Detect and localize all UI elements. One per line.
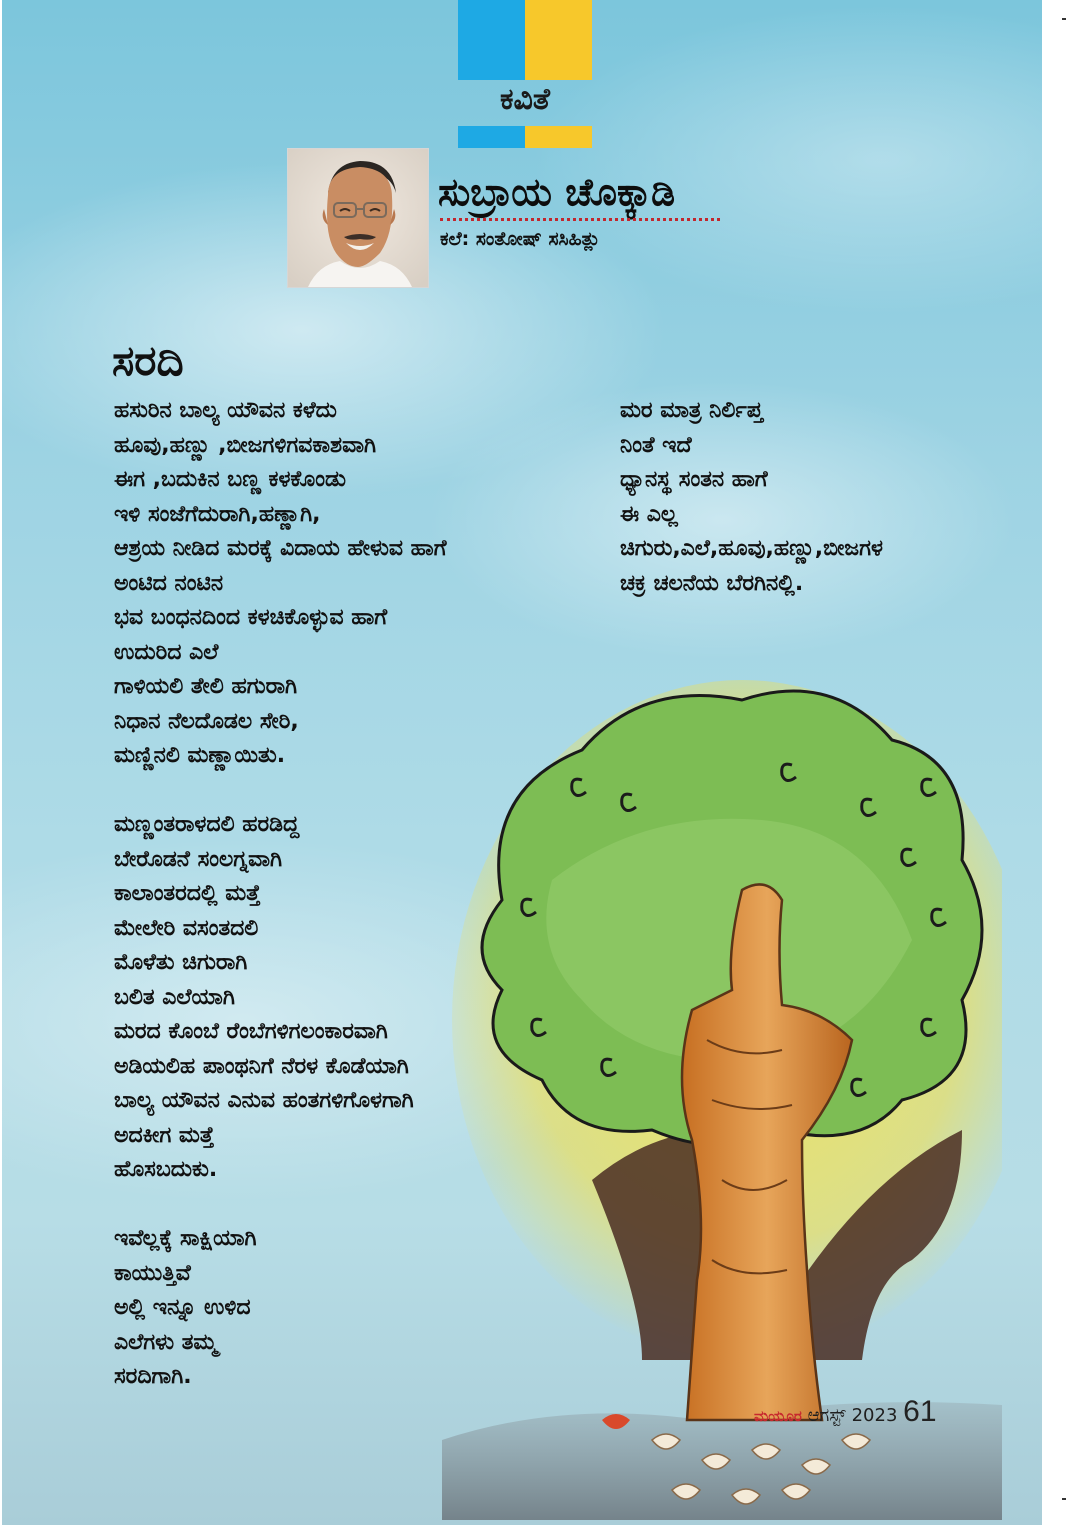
poem-line: ಅದಕೀಗ ಮತ್ತೆ	[114, 1122, 215, 1148]
page-footer	[754, 1395, 937, 1429]
poem-line: ಧ್ಯಾನಸ್ಥ ಸಂತನ ಹಾಗೆ	[620, 467, 768, 492]
blue-color-bar	[458, 126, 525, 148]
crop-mark	[1062, 18, 1066, 20]
yellow-color-bar	[525, 126, 592, 148]
poem-line: ಈಗ ,ಬದುಕಿನ ಬಣ್ಣ ಕಳಕೊಂಡು	[114, 467, 346, 492]
poem-line: ಮರದ ಕೊಂಬೆ ರೆಂಬೆಗಳಿಗಲಂಕಾರವಾಗಿ	[114, 1019, 388, 1044]
poem-line: ಆಶ್ರಯ ನೀಡಿದ ಮರಕ್ಕೆ ವಿದಾಯ ಹೇಳುವ ಹಾಗೆ	[114, 536, 447, 561]
yellow-color-block	[525, 0, 592, 80]
poem-line: ಹೂವು,ಹಣ್ಣು ,ಬೀಜಗಳಿಗವಕಾಶವಾಗಿ	[114, 432, 376, 458]
issue-date: ಆಗಸ್ಟ್ 2023	[807, 1405, 898, 1426]
poem-line: ಭವ ಬಂಧನದಿಂದ ಕಳಚಿಕೊಳ್ಳುವ ಹಾಗೆ	[114, 605, 388, 630]
poem-line: ಹಸುರಿನ ಬಾಲ್ಯ ಯೌವನ ಕಳೆದು	[114, 398, 337, 423]
poem-right-column	[620, 394, 883, 601]
poem-line: ಅಡಿಯಲಿಹ ಪಾಂಥನಿಗೆ ನೆರಳ ಕೊಡೆಯಾಗಿ	[114, 1053, 409, 1079]
magazine-name: ಮಯೂರ	[754, 1407, 802, 1425]
illustration-credit: ಕಲೆ: ಸಂತೋಷ್ ಸಸಿಹಿತ್ಲು	[440, 228, 601, 250]
section-header	[458, 0, 592, 150]
poem-line: ಗಾಳಿಯಲಿ ತೇಲಿ ಹಗುರಾಗಿ	[114, 674, 298, 699]
poem-line: ಬಲಿತ ಎಲೆಯಾಗಿ	[114, 984, 235, 1010]
tree-illustration	[442, 660, 1002, 1520]
author-portrait	[287, 148, 429, 288]
dotted-underline	[440, 218, 720, 221]
poem-title: ಸರದಿ	[112, 336, 184, 385]
poem-line: ಬಾಲ್ಯ ಯೌವನ ಎನುವ ಹಂತಗಳಿಗೊಳಗಾಗಿ	[114, 1088, 414, 1113]
author-name: ಸುಬ್ರಾಯ ಚೊಕ್ಕಾಡಿ	[438, 170, 676, 214]
poem-line: ಮರ ಮಾತ್ರ ನಿರ್ಲಿಪ್ತ	[620, 398, 763, 423]
poem-line: ನಿಂತೆ ಇದೆ	[620, 432, 692, 458]
poem-line: ಈ ಎಲ್ಲ	[620, 501, 678, 527]
poem-line: ಮಣ್ಣಂತರಾಳದಲಿ ಹರಡಿದ್ದ	[114, 812, 300, 837]
poem-line: ಸರದಿಗಾಗಿ.	[114, 1364, 192, 1389]
poem-line: ಎಲೆಗಳು ತಮ್ಮ	[114, 1329, 218, 1355]
poem-line: ಇವೆಲ್ಲಕ್ಕೆ ಸಾಕ್ಷಿಯಾಗಿ	[114, 1226, 257, 1251]
poem-line: ಮಣ್ಣಿನಲಿ ಮಣ್ಣಾಯಿತು.	[114, 743, 286, 768]
poem-line: ಉದುರಿದ ಎಲೆ	[114, 639, 219, 665]
poem-line: ಹೊಸಬದುಕು.	[114, 1157, 218, 1182]
poem-line: ಚಿಗುರು,ಎಲೆ,ಹೂವು,ಹಣ್ಣು,ಬೀಜಗಳ	[620, 536, 883, 561]
poem-line: ಅಂಟಿದ ನಂಟಿನ	[114, 570, 224, 596]
page-number: 61	[903, 1395, 937, 1428]
poem-line: ಕಾಲಾಂತರದಲ್ಲಿ ಮತ್ತೆ	[114, 881, 261, 906]
poem-line: ಅಲ್ಲಿ ಇನ್ನೂ ಉಳಿದ	[114, 1295, 251, 1320]
magazine-page	[2, 0, 1042, 1525]
stanza-gap	[114, 774, 446, 809]
poem-line: ನಿಧಾನ ನೆಲದೊಡಲ ಸೇರಿ,	[114, 708, 299, 734]
poem-line: ಮೊಳೆತು ಚಿಗುರಾಗಿ	[114, 950, 248, 975]
poem-line: ಕಾಯುತ್ತಿವೆ	[114, 1260, 191, 1286]
poem-line: ಬೇರೊಡನೆ ಸಂಲಗ್ನವಾಗಿ	[114, 846, 283, 872]
section-tag: ಕವಿತೆ	[500, 82, 550, 117]
poem-line: ಇಳಿ ಸಂಜೆಗೆದುರಾಗಿ,ಹಣ್ಣಾಗಿ,	[114, 501, 321, 527]
poem-left-column	[114, 394, 446, 1395]
poem-line: ಮೇಲೇರಿ ವಸಂತದಲಿ	[114, 915, 259, 941]
blue-color-block	[458, 0, 525, 80]
stanza-gap	[114, 1188, 446, 1223]
crop-mark	[1062, 1498, 1066, 1500]
poem-line: ಚಕ್ರ ಚಲನೆಯ ಬೆರಗಿನಲ್ಲಿ.	[620, 570, 804, 596]
